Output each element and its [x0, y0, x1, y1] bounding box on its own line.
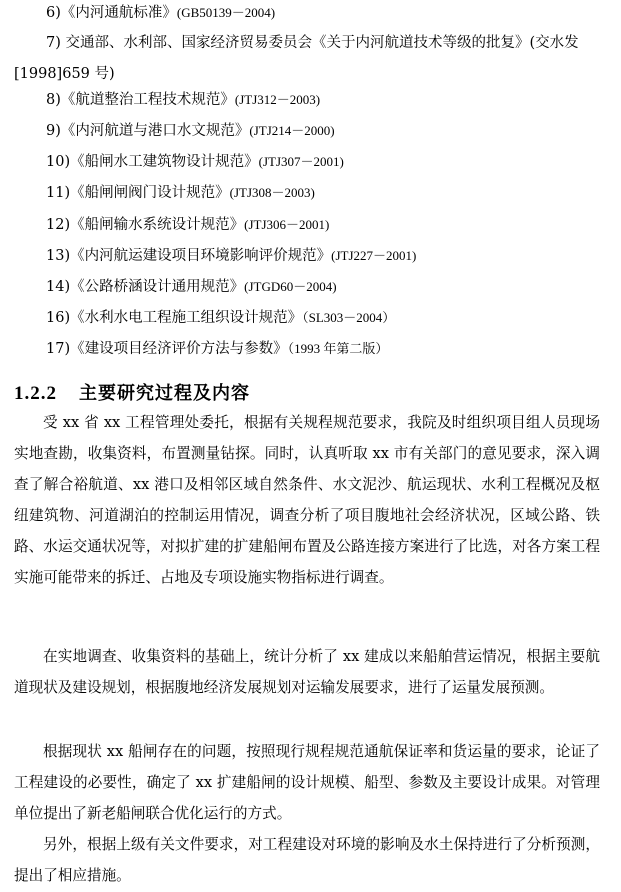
ref-title: 《内河通航标准》: [60, 5, 177, 21]
ref-code: （SL303－2004）: [302, 310, 396, 325]
ref-code: (JTJ307－2001): [258, 154, 344, 169]
ref-number: 16): [46, 310, 71, 326]
reference-item: [46, 309, 603, 327]
ref-number: 7): [46, 35, 61, 51]
body-paragraph: 另外，根据上级有关文件要求，对工程建设对环境的影响及水土保持进行了分析预测，提出了相应措施。: [14, 836, 600, 884]
ref-title: 《内河航道与港口水文规范》: [60, 123, 250, 139]
section-title: 主要研究过程及内容: [79, 383, 250, 404]
ref-code: （1993 年第二版）: [287, 341, 389, 356]
ref-title: 《航道整治工程技术规范》: [60, 92, 235, 108]
ref-title: 《船闸闸阀门设计规范》: [70, 185, 230, 201]
reference-item: [46, 184, 603, 202]
ref-number: 9): [46, 123, 61, 139]
ref-code: (JTJ306－2001): [244, 217, 330, 232]
ref-title: 《船闸输水系统设计规范》: [70, 217, 245, 233]
ref-number: 12): [46, 217, 71, 233]
ref-title: 《内河航运建设项目环境影响评价规范》: [70, 248, 332, 264]
reference-item: [46, 278, 603, 296]
reference-item: [46, 4, 603, 22]
ref-code: (JTJ214－2000): [249, 123, 335, 138]
reference-item: [14, 28, 600, 90]
ref-code: (GB50139－2004): [176, 5, 276, 20]
ref-number: 10): [46, 154, 71, 170]
ref-title: 交通部、水利部、国家经济贸易委员会《关于内河航道技术等级的批复》(交水发[1998]659 号): [14, 35, 579, 82]
ref-code: (JTJ308－2003): [229, 185, 315, 200]
ref-number: 13): [46, 248, 71, 264]
section-heading: [14, 379, 250, 405]
ref-title: 《水利水电工程施工组织设计规范》: [70, 310, 303, 326]
ref-code: (JTJ312－2003): [234, 92, 321, 107]
ref-code: (JTGD60－2004): [244, 279, 337, 294]
reference-item: [46, 216, 603, 234]
ref-code: (JTJ227－2001): [331, 248, 417, 263]
body-paragraph: 受 xx 省 xx 工程管理处委托，根据有关规程规范要求，我院及时组织项目组人员现场实地查勘，收集资料，布置测量钻探。同时，认真听取 xx 市有关部门的意见要求，深入调查了解合裕航道、xx 港口及相邻区域自然条件、水文泥沙、航运现状、水利工程概况及枢纽建筑物、河道湖泊的控制运用情况，调查分析了项目腹地社会经济状况，区域公路、铁路、水运交通状况等，对拟扩建的扩建船闸布置及公路连接方案进行了比选，对各方案工程实施可能带来的拆迁、占地及专项设施实物指标进行调查。: [14, 414, 600, 586]
ref-number: 6): [46, 5, 61, 21]
body-paragraph: 根据现状 xx 船闸存在的问题，按照现行规程规范通航保证率和货运量的要求，论证了工程建设的必要性，确定了 xx 扩建船闸的设计规模、船型、参数及主要设计成果。对管理单位提出了新老船闸联合优化运行的方式。: [14, 743, 600, 822]
ref-title: 《船闸水工建筑物设计规范》: [70, 154, 259, 170]
reference-item: [46, 247, 603, 265]
ref-number: 14): [46, 279, 71, 295]
reference-item: [46, 122, 603, 140]
ref-title: 《建设项目经济评价方法与参数》: [70, 341, 288, 357]
ref-number: 8): [46, 92, 61, 108]
section-number: 1.2.2: [14, 383, 57, 404]
body-paragraph: 在实地调查、收集资料的基础上，统计分析了 xx 建成以来船舶营运情况，根据主要航道现状及建设规划，根据腹地经济发展规划对运输发展要求，进行了运量发展预测。: [14, 648, 600, 696]
ref-title: 《公路桥涵设计通用规范》: [70, 279, 245, 295]
reference-item: [46, 153, 603, 171]
reference-item: [46, 340, 603, 358]
ref-number: 17): [46, 341, 71, 357]
ref-number: 11): [46, 185, 71, 201]
reference-item: [46, 91, 603, 109]
